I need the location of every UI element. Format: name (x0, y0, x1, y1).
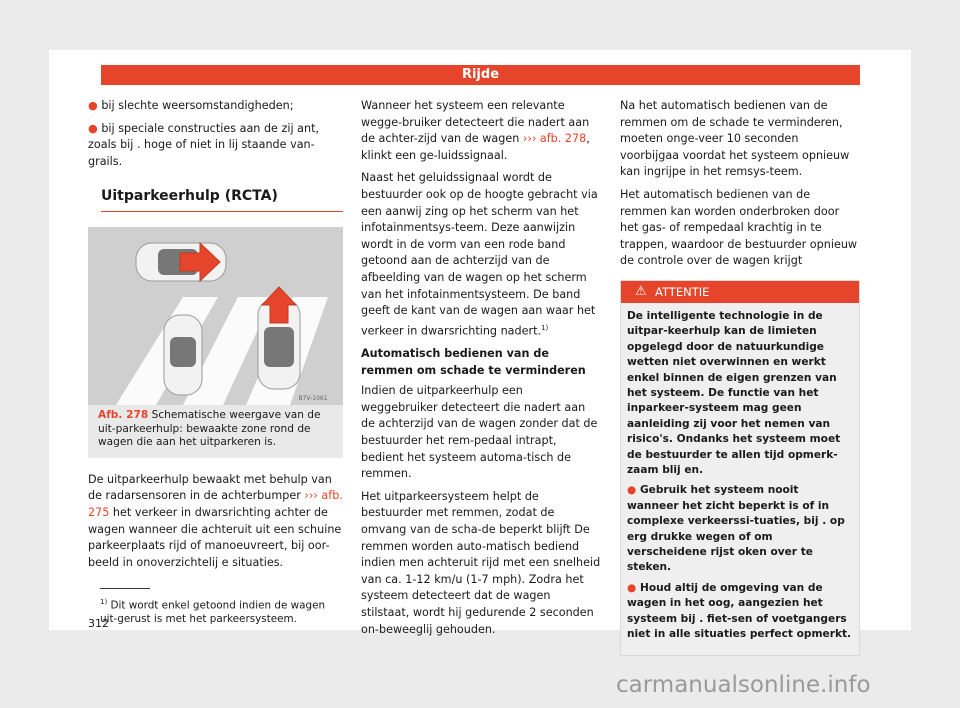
column-1 (88, 98, 343, 577)
attention-header: ⚠ ATTENTIE (621, 281, 859, 303)
figure-278 (88, 227, 343, 458)
figure-link[interactable]: ››› afb. 278 (522, 132, 587, 146)
footnote-ref: 1) (541, 323, 549, 332)
paragraph: Indien de uitparkeerhulp een weggebruiker detecteert die nadert aan de achterzijd van de wagen zonder dat de bestuurder het rem-pedaal intrapt, bedient het systeem automa-tisch de remmen. (361, 384, 598, 481)
subheading: Automatisch bedienen van de remmen om schade te verminderen (361, 347, 586, 377)
section-title: Uitparkeerhulp (RCTA) (101, 188, 343, 212)
list-item: ● Houd altij de omgeving van de wagen in het oog, aangezien het systeem bij . fiet-sen of voetgangers niet in alle situaties perfect opmerkt. (627, 581, 852, 641)
figure-link[interactable]: ››› afb. 275 (88, 489, 343, 519)
column-2 (361, 98, 601, 644)
attention-box (620, 280, 860, 657)
car-left (164, 315, 202, 395)
paragraph: De uitparkeerhulp bewaakt met behulp van de radarsensoren in de achterbumper ››› afb. 275 het verkeer in dwarsrichting achter de wagen wanneer die achteruit uit een schuine parkeerplaats rijd of manoeuvreert, bij oor-beeld in onoverzichtelij e situaties. (88, 472, 343, 569)
paragraph: Wanneer het systeem een relevante wegge-bruiker detecteert die nadert aan de achter-zijd van de wagen ››› afb. 278, klinkt een ge-luidssignaal. (361, 99, 590, 162)
warning-icon: ⚠ (635, 283, 647, 299)
attention-body: De intelligente technologie in de uitpar-keerhulp kan de limieten opgelegd door de natuurkundige wetten niet overwinnen en werkt enkel binnen de eigen grenzen van het systeem. De functie van het inparkeer-systeem mag geen aanleiding zij voor het nemen van risico's. Ondanks het systeem moet de bestuurder te allen tijd opmerk-zaam blij en. ● Gebruik het systeem nooit wanneer het zicht beperkt is of in complexe verkeerssi-tuaties, bij . op erg drukke wegen of om verscheidene rijst oken over te steken. ● Houd altij de omgeving van de wagen in het oog, aangezien het systeem bij . fiet-sen of voetgangers niet in alle situaties perfect opmerkt. (621, 303, 859, 656)
rcta-illustration (88, 227, 343, 405)
watermark: carmanualsonline.info (616, 672, 871, 698)
list-item: ● Gebruik het systeem nooit wanneer het zicht beperkt is of in complexe verkeerssi-tuaties, bij . op erg drukke wegen of om verscheidene rijst oken over te steken. (627, 484, 845, 574)
paragraph: Het uitparkeersysteem helpt de bestuurder met remmen, zodat de omvang van de scha-de beperkt blijft De remmen worden auto-matisch bediend indien men achteruit rijd met een snelheid van ca. 1-12 km/u (1-7 mph). Zodra het systeem detecteert dat de wagen stilstaat, wordt hij gedurende 2 seconden on-beweeglij gehouden. (361, 489, 601, 636)
page-number: 312 (88, 617, 109, 630)
paragraph: Het automatisch bedienen van de remmen kan worden onderbroken door het gas- of rempedaal krachtig in te trappen, waardoor de bestuurder opnieuw de controle over de wagen krijgt (620, 187, 858, 268)
paragraph: Na het automatisch bedienen van de remmen om de schade te verminderen, moeten onge-veer 10 seconden voorbijgaa voordat het systeem opnieuw kan ingrijpe in het remsys-teem. (620, 99, 850, 179)
list-item: ● bij speciale constructies aan de zij ant, zoals bij . hoge of niet in lij staande van-grails. (88, 121, 320, 168)
column-3 (620, 98, 860, 656)
figure-code: B7V-1061 (298, 394, 328, 402)
list-item: ● bij slechte weersomstandigheden; (88, 99, 294, 112)
figure-caption: Afb. 278 Schematische weergave van de uit-parkeerhulp: bewaakte zone rond de wagen die aan het uitparkeren is. (88, 405, 343, 458)
paragraph: Naast het geluidssignaal wordt de bestuurder ook op de hoogte gebracht via een aanwij zing op het scherm van het infotainmentsys-teem. Deze aanwijzin wordt in de vorm van een rode band getoond aan de achterzijd van de afbeelding van de wagen op het scherm van het infotainmentsysteem. De band geeft de kant van de wagen aan waar het verkeer in dwarsrichting nadert.$^{1)}$ (361, 171, 598, 338)
footnote-rule (100, 588, 150, 589)
chapter-header: Rijde (101, 65, 860, 85)
footnote: $^{1)}$ Dit wordt enkel getoond indien de wagen uit-gerust is met het parkeersysteem. (100, 588, 340, 626)
